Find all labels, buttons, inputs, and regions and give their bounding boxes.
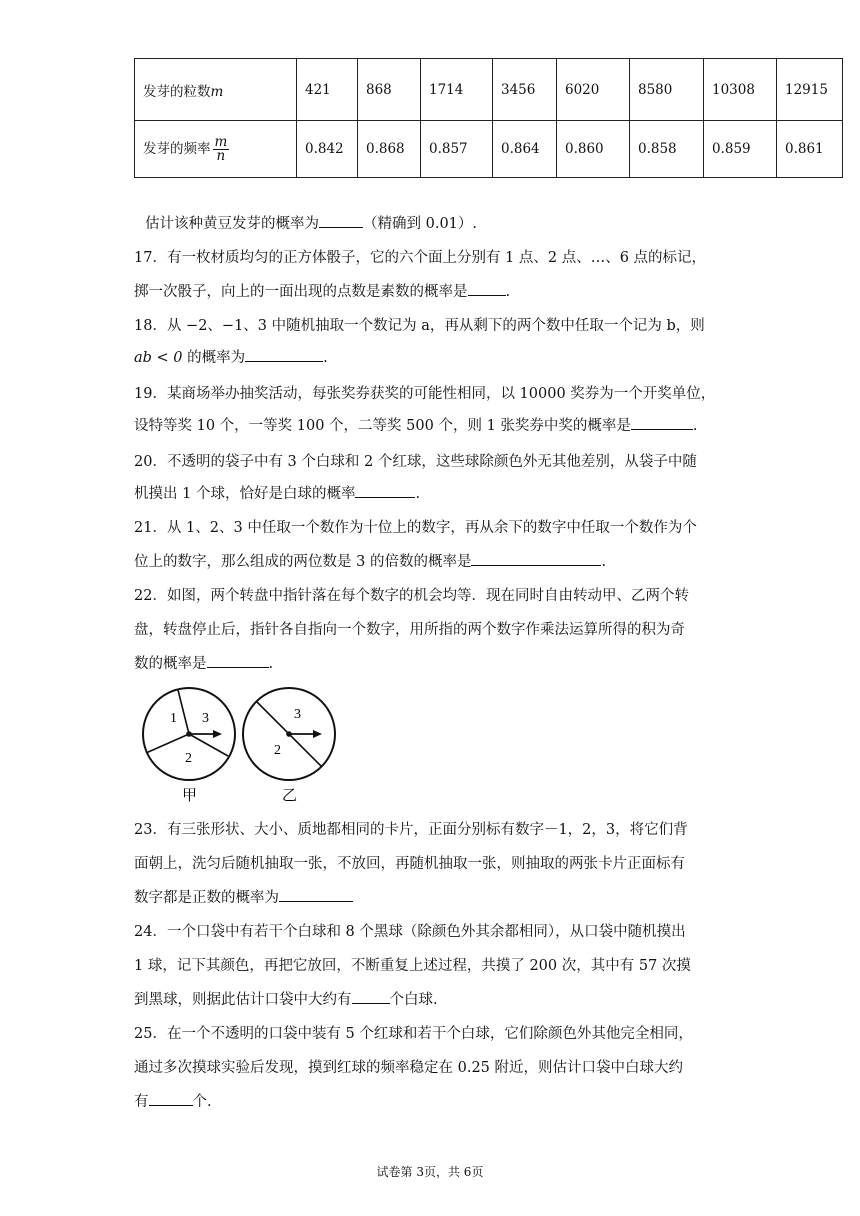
frac-denominator: n [216,147,226,164]
q22-text-end: . [268,656,274,672]
q24-text-end: 个白球. [389,992,438,1008]
caption-jia: 甲 [182,786,198,804]
q23-text: 数字都是正数的概率为 [134,890,279,906]
q24-line-2: 1 球，记下其颜色，再把它放回，不断重复上述过程，共摸了 200 次，其中有 57 次摸 [134,958,691,974]
q18-line-2 [134,346,328,367]
q20-line-1: 20．不透明的袋子中有 3 个白球和 2 个红球，这些球除颜色外无其他差别，从袋子中随 [134,454,697,470]
q25-text-end: 个. [192,1094,212,1110]
page-footer: 试卷第 3页，共 6页 [376,1165,484,1179]
row-header [135,59,297,121]
q19-text-end: . [692,418,698,434]
table-cell: 12915 [777,59,843,121]
q20-line-2 [134,482,420,503]
var-m: m [210,83,224,100]
q25-line-2: 通过多次摸球实验后发现，摸到红球的频率稳定在 0.25 附近，则估计口袋中白球大约 [134,1060,684,1076]
table-cell: 0.861 [777,121,843,178]
table-cell: 421 [297,59,358,121]
q16-line [145,212,477,233]
q16-text-end: （精确到 0.01）. [363,216,478,232]
row-label: 发芽的粒数 [143,83,211,100]
q21-text: 位上的数字，那么组成的两位数是 3 的倍数的概率是 [134,554,472,570]
table-cell: 0.860 [557,121,630,178]
q22-line-1: 22．如图，两个转盘中指针落在每个数字的机会均等．现在同时自由转动甲、乙两个转 [134,588,689,604]
q18-text-end: . [323,350,328,366]
q23-line-2: 面朝上，洗匀后随机抽取一张，不放回，再随机抽取一张，则抽取的两张卡片正面标有 [134,856,685,872]
q17-line-2 [134,280,510,301]
table-cell: 6020 [557,59,630,121]
table-cell: 0.868 [358,121,421,178]
table-cell: 0.857 [421,121,493,178]
answer-blank [149,1091,193,1106]
jia-label-3: 3 [202,711,209,726]
answer-blank [279,887,353,902]
q22-text: 数的概率是 [134,656,207,672]
jia-label-1: 1 [170,711,177,726]
q20-text: 机摸出 1 个球，恰好是白球的概率 [134,486,356,502]
answer-blank [468,281,506,296]
yi-label-3: 3 [294,707,301,722]
jia-label-2: 2 [185,751,192,766]
q18-text: 的概率为 [182,350,246,366]
q25-line-1: 25．在一个不透明的口袋中装有 5 个红球和若干个白球，它们除颜色外其他完全相同， [134,1026,693,1042]
frac-numerator: m [214,133,228,150]
q18-math: ab < 0 [134,350,183,366]
table-row [135,121,843,178]
answer-blank [471,551,601,566]
table-cell: 10308 [704,59,777,121]
table-cell: 868 [358,59,421,121]
q21-line-1: 21．从 1、2、3 中任取一个数作为十位上的数字，再从余下的数字中任取一个数作为个 [134,520,697,536]
q24-text: 到黑球，则据此估计口袋中大约有 [134,992,352,1008]
table-cell: 1714 [421,59,493,121]
table-cell: 0.858 [630,121,704,178]
q23-line-3 [134,886,353,907]
table-cell: 0.859 [704,121,777,178]
answer-blank [352,989,390,1004]
q22-line-2: 盘，转盘停止后，指针各自指向一个数字，用所指的两个数字作乘法运算所得的积为奇 [134,622,685,638]
spinner-diagram [140,686,350,806]
q23-line-1: 23．有三张形状、大小、质地都相同的卡片，正面分别标有数字－1，2，3，将它们背 [134,822,688,838]
q25-line-3 [134,1090,212,1111]
q20-text-end: . [415,486,421,502]
row-label: 发芽的频率 [143,140,211,157]
q21-text-end: . [601,554,607,570]
table-cell: 8580 [630,59,704,121]
germination-table [134,58,843,178]
q21-line-2 [134,550,606,571]
q19-line-2 [134,414,698,435]
answer-blank [245,347,323,362]
q18-line-1: 18．从 −2、−1、3 中随机抽取一个数记为 a，再从剩下的两个数中任取一个记为 b，则 [134,318,705,334]
q16-text: 估计该种黄豆发芽的概率为 [145,216,319,232]
yi-label-2: 2 [274,743,281,758]
answer-blank [207,653,269,668]
table-cell: 3456 [493,59,557,121]
answer-blank [355,483,415,498]
table-row [135,59,843,121]
q19-text: 设特等奖 10 个，一等奖 100 个，二等奖 500 个，则 1 张奖券中奖的概率是 [134,418,631,434]
q17-text-end: . [505,284,511,300]
q25-text: 有 [134,1094,149,1110]
answer-blank [631,415,693,430]
row-header [135,121,297,178]
table-cell: 0.864 [493,121,557,178]
q24-line-1: 24．一个口袋中有若干个白球和 8 个黑球（除颜色外其余都相同），从口袋中随机摸出 [134,924,686,940]
fraction-m-over-n [213,133,230,164]
q22-line-3 [134,652,273,673]
q19-line-1: 19．某商场举办抽奖活动，每张奖券获奖的可能性相同，以 10000 奖券为一个开奖单位， [134,386,716,402]
q17-line-1: 17．有一枚材质均匀的正方体骰子，它的六个面上分别有 1 点、2 点、…、6 点的标记， [134,250,707,266]
table-cell: 0.842 [297,121,358,178]
q17-text: 掷一次骰子，向上的一面出现的点数是素数的概率是 [134,284,468,300]
answer-blank [319,213,363,228]
spinner-jia [143,686,235,780]
q24-line-3 [134,988,438,1009]
caption-yi: 乙 [282,786,298,804]
spinner-yi [243,688,335,780]
